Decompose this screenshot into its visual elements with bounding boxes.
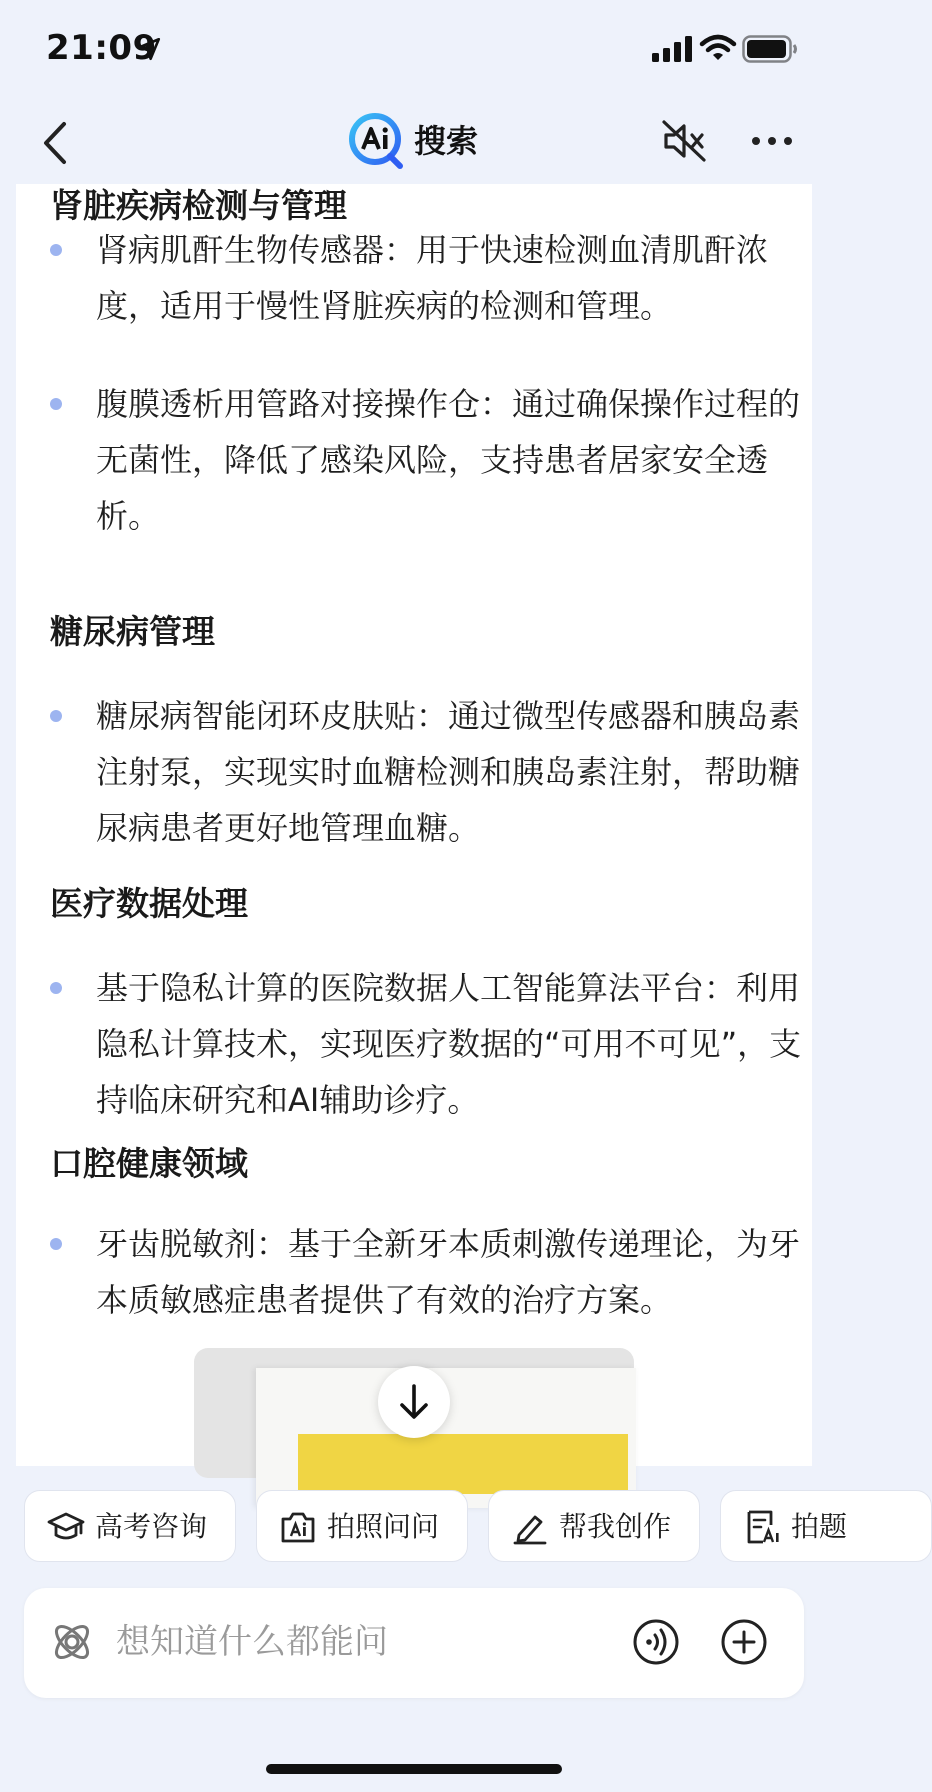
section-heading: 肾脏疾病检测与管理	[50, 186, 347, 225]
bullet-icon	[50, 982, 62, 994]
quick-actions-bar	[0, 1490, 848, 1562]
list-item	[50, 376, 801, 544]
list-item	[50, 222, 790, 334]
chip-gaokao-consult[interactable]	[24, 1490, 236, 1562]
answer-content	[16, 184, 812, 1466]
list-item-text: 糖尿病智能闭环皮肤贴：通过微型传感器和胰岛素注射泵，实现实时血糖检测和胰岛素注射，帮助糖尿病患者更好地管理血糖。	[96, 697, 801, 847]
sound-muted-button[interactable]	[660, 118, 708, 164]
chip-help-create[interactable]	[488, 1490, 700, 1562]
list-item-text: 腹膜透析用管路对接操作仓：通过确保操作过程的无菌性，降低了感染风险，支持患者居家安全透析。	[96, 385, 801, 535]
ai-document-icon	[743, 1509, 781, 1545]
wifi-icon	[700, 34, 736, 62]
arrow-down-icon	[378, 1366, 450, 1438]
list-item-text: 牙齿脱敏剂：基于全新牙本质刺激传递理论，为牙本质敏感症患者提供了有效的治疗方案。	[96, 1225, 801, 1319]
chat-input-bar[interactable]	[24, 1588, 804, 1698]
section-heading: 口腔健康领域	[50, 1144, 248, 1183]
cellular-signal-icon	[652, 36, 692, 62]
add-attachment-button[interactable]	[720, 1618, 768, 1666]
chip-label: 帮我创作	[559, 1510, 672, 1543]
list-item	[50, 1216, 801, 1328]
bullet-icon	[50, 244, 62, 256]
ai-search-logo-icon	[348, 112, 406, 170]
chip-photo-question[interactable]	[720, 1490, 932, 1562]
graduation-cap-icon	[47, 1509, 85, 1545]
page-title: 搜索	[414, 122, 479, 160]
section-heading: 医疗数据处理	[50, 884, 248, 923]
product-label	[298, 1434, 628, 1494]
ai-camera-icon	[279, 1509, 317, 1545]
status-time: 21:09	[46, 28, 157, 68]
chip-photo-ask[interactable]	[256, 1490, 468, 1562]
list-item	[50, 960, 802, 1128]
navigation-bar	[0, 100, 828, 184]
list-item-text: 基于隐私计算的医院数据人工智能算法平台：利用隐私计算技术，实现医疗数据的“可用不可见”，支持临床研究和AI辅助诊疗。	[96, 969, 802, 1119]
scroll-to-bottom-button[interactable]	[378, 1366, 450, 1438]
chip-label: 高考咨询	[95, 1510, 208, 1543]
location-arrow-icon	[136, 36, 162, 62]
voice-input-button[interactable]	[632, 1618, 680, 1666]
chip-label: 拍照问问	[327, 1510, 440, 1543]
ai-assistant-icon[interactable]	[48, 1618, 96, 1666]
bullet-icon	[50, 398, 62, 410]
battery-icon	[742, 35, 798, 63]
more-options-button[interactable]	[748, 126, 796, 156]
bullet-icon	[50, 1238, 62, 1250]
pen-icon	[511, 1509, 549, 1545]
list-item-text: 肾病肌酐生物传感器：用于快速检测血清肌酐浓度，适用于慢性肾脏疾病的检测和管理。	[96, 231, 769, 325]
back-button[interactable]	[38, 120, 72, 166]
status-bar	[0, 0, 828, 100]
home-indicator	[266, 1764, 562, 1774]
search-input[interactable]: 想知道什么都能问	[116, 1622, 388, 1662]
bullet-icon	[50, 710, 62, 722]
section-heading: 糖尿病管理	[50, 612, 215, 651]
chip-label: 拍题	[791, 1510, 848, 1543]
list-item	[50, 688, 801, 856]
